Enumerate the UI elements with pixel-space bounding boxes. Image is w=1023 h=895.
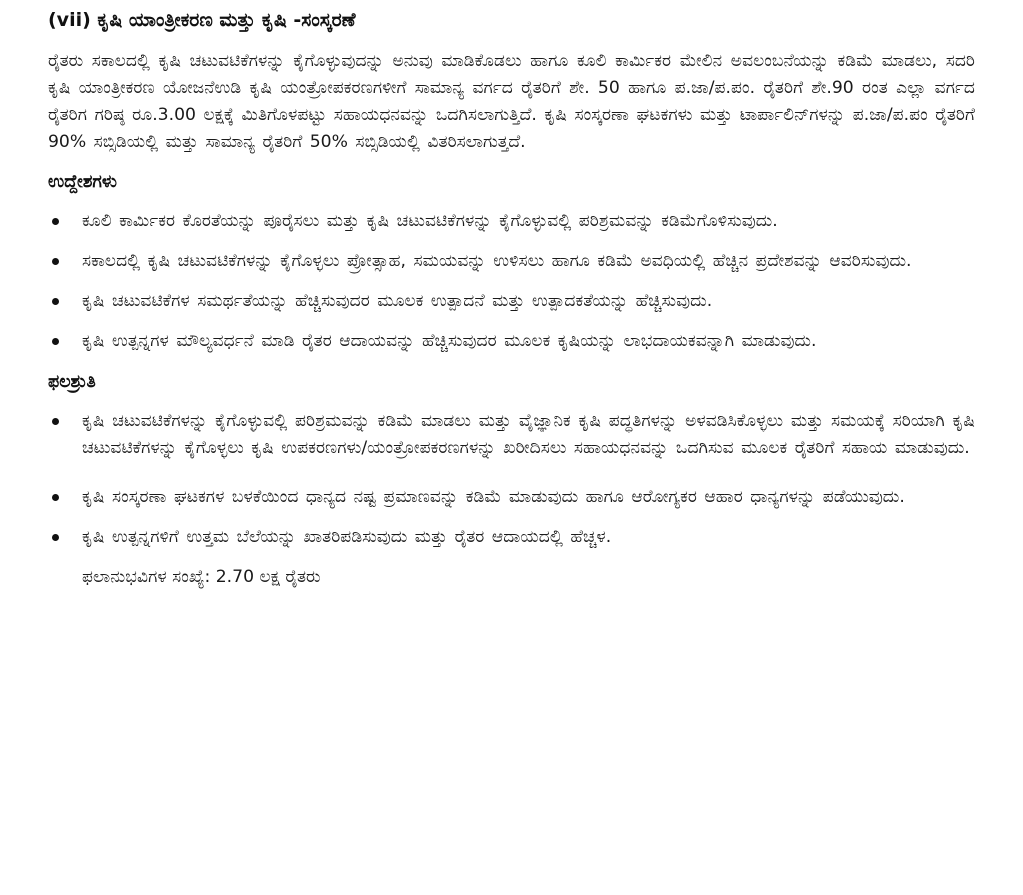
bullet-icon	[52, 494, 59, 501]
outcome-text: ಕೃಷಿ ಉತ್ಪನ್ನಗಳಿಗೆ ಉತ್ತಮ ಬೆಲೆಯನ್ನು ಖಾತರಿಪಡಿಸುವುದು ಮತ್ತು ರೈತರ ಆದಾಯದಲ್ಲಿ ಹೆಚ್ಚಳ.	[82, 527, 612, 547]
outcome-text: ಕೃಷಿ ಸಂಸ್ಕರಣಾ ಘಟಕಗಳ ಬಳಕೆಯಿಂದ ಧಾನ್ಯದ ನಷ್ಟ ಪ್ರಮಾಣವನ್ನು ಕಡಿಮೆ ಮಾಡುವುದು ಹಾಗೂ ಆರೋಗ್ಯಕರ ಆಹಾರ ಧಾನ್ಯಗಳನ್ನು ಪಡೆಯುವುದು.	[82, 487, 905, 507]
beneficiaries-count: ಫಲಾನುಭವಿಗಳ ಸಂಖ್ಯೆ: 2.70 ಲಕ್ಷ ರೈತರು	[82, 567, 321, 587]
bullet-icon	[52, 418, 59, 425]
bullet-icon	[52, 534, 59, 541]
bullet-icon	[52, 298, 59, 305]
objective-text: ಕೃಷಿ ಉತ್ಪನ್ನಗಳ ಮೌಲ್ಯವರ್ಧನೆ ಮಾಡಿ ರೈತರ ಆದಾಯವನ್ನು ಹೆಚ್ಚಿಸುವುದರ ಮೂಲಕ ಕೃಷಿಯನ್ನು ಲಾಭದಾಯಕವನ್ನಾಗಿ ಮಾಡುವುದು.	[82, 331, 817, 351]
outcome-text: ಕೃಷಿ ಚಟುವಟಿಕೆಗಳನ್ನು ಕೈಗೊಳ್ಳುವಲ್ಲಿ ಪರಿಶ್ರಮವನ್ನು ಕಡಿಮೆ ಮಾಡಲು ಮತ್ತು ವೈಜ್ಞಾನಿಕ ಕೃಷಿ ಪದ್ಧತಿಗಳನ್ನು ಅಳವಡಿಸಿಕೊಳ್ಳಲು ಮತ್ತು ಸಮಯಕ್ಕೆ ಸರಿಯಾಗಿ ಕೃಷಿ ಚಟುವಟಿಕೆಗಳನ್ನು ಕೈಗೊಳ್ಳಲು ಕೃಷಿ ಉಪಕರಣಗಳು/ಯಂತ್ರೋಪಕರಣಗಳನ್ನು ಖರೀದಿಸಲು ಸಹಾಯಧನವನ್ನು ಒದಗಿಸುವ ಮೂಲಕ ರೈತರಿಗೆ ಸಹಾಯ ಮಾಡುವುದು.	[82, 411, 975, 458]
objective-text: ಕೃಷಿ ಚಟುವಟಿಕೆಗಳ ಸಮರ್ಥತೆಯನ್ನು ಹೆಚ್ಚಿಸುವುದರ ಮೂಲಕ ಉತ್ಪಾದನೆ ಮತ್ತು ಉತ್ಪಾದಕತೆಯನ್ನು ಹೆಚ್ಚಿಸುವುದು.	[82, 291, 713, 311]
outcomes-heading: ಫಲಶ್ರುತಿ	[48, 372, 96, 392]
objective-item	[48, 328, 975, 355]
objectives-heading: ಉದ್ದೇಶಗಳು	[48, 172, 117, 192]
outcome-item	[48, 408, 975, 462]
objective-text: ಸಕಾಲದಲ್ಲಿ ಕೃಷಿ ಚಟುವಟಿಕೆಗಳನ್ನು ಕೈಗೊಳ್ಳಲು ಪ್ರೋತ್ಸಾಹ, ಸಮಯವನ್ನು ಉಳಿಸಲು ಹಾಗೂ ಕಡಿಮೆ ಅವಧಿಯಲ್ಲಿ ಹೆಚ್ಚಿನ ಪ್ರದೇಶವನ್ನು ಆವರಿಸುವುದು.	[82, 251, 912, 271]
outcomes-list	[48, 408, 975, 551]
objectives-list	[48, 208, 975, 355]
bullet-icon	[52, 258, 59, 265]
objective-item	[48, 208, 975, 235]
objective-item	[48, 288, 975, 315]
outcome-item	[48, 524, 975, 551]
outcome-item	[48, 484, 975, 511]
bullet-icon	[52, 338, 59, 345]
section-title: (vii) ಕೃಷಿ ಯಾಂತ್ರೀಕರಣ ಮತ್ತು ಕೃಷಿ -ಸಂಸ್ಕರಣೆ	[48, 9, 356, 31]
intro-paragraph: ರೈತರು ಸಕಾಲದಲ್ಲಿ ಕೃಷಿ ಚಟುವಟಿಕೆಗಳನ್ನು ಕೈಗೊಳ್ಳುವುದನ್ನು ಅನುವು ಮಾಡಿಕೊಡಲು ಹಾಗೂ ಕೂಲಿ ಕಾರ್ಮಿಕರ ಮೇಲಿನ ಅವಲಂಬನೆಯನ್ನು ಕಡಿಮೆ ಮಾಡಲು, ಸದರಿ ಕೃಷಿ ಯಾಂತ್ರೀಕರಣ ಯೋಜನೆಉಡಿ ಕೃಷಿ ಯಂತ್ರೋಪಕರಣಗಳೀಗೆ ಸಾಮಾನ್ಯ ವರ್ಗದ ರೈತರಿಗೆ ಶೇ. 50 ಹಾಗೂ ಪ.ಜಾ/ಪ.ಪಂ. ರೈತರಿಗೆ ಶೇ.90 ರಂತ ಎಲ್ಲಾ ವರ್ಗದ ರೈತರಿಗ ಗರಿಷ್ಠ ರೂ.3.00 ಲಕ್ಷಕ್ಕೆ ಮಿತಿಗೊಳಪಟ್ಟು ಸಹಾಯಧನವನ್ನು ಒದಗಿಸಲಾಗುತ್ತಿದೆ. ಕೃಷಿ ಸಂಸ್ಕರಣಾ ಘಟಕಗಳು ಮತ್ತು ಟಾರ್ಪಾಲಿನ್‌ಗಳನ್ನು ಪ.ಜಾ/ಪ.ಪಂ ರೈತರಿಗೆ 90% ಸಬ್ಸಿಡಿಯಲ್ಲಿ ಮತ್ತು ಸಾಮಾನ್ಯ ರೈತರಿಗೆ 50% ಸಬ್ಸಿಡಿಯಲ್ಲಿ ವಿತರಿಸಲಾಗುತ್ತದೆ.	[48, 51, 975, 152]
bullet-icon	[52, 218, 59, 225]
objective-text: ಕೂಲಿ ಕಾರ್ಮಿಕರ ಕೊರತೆಯನ್ನು ಪೂರೈಸಲು ಮತ್ತು ಕೃಷಿ ಚಟುವಟಿಕೆಗಳನ್ನು ಕೈಗೊಳ್ಳುವಲ್ಲಿ ಪರಿಶ್ರಮವನ್ನು ಕಡಿಮೆಗೊಳಿಸುವುದು.	[82, 211, 778, 231]
objective-item	[48, 248, 975, 275]
